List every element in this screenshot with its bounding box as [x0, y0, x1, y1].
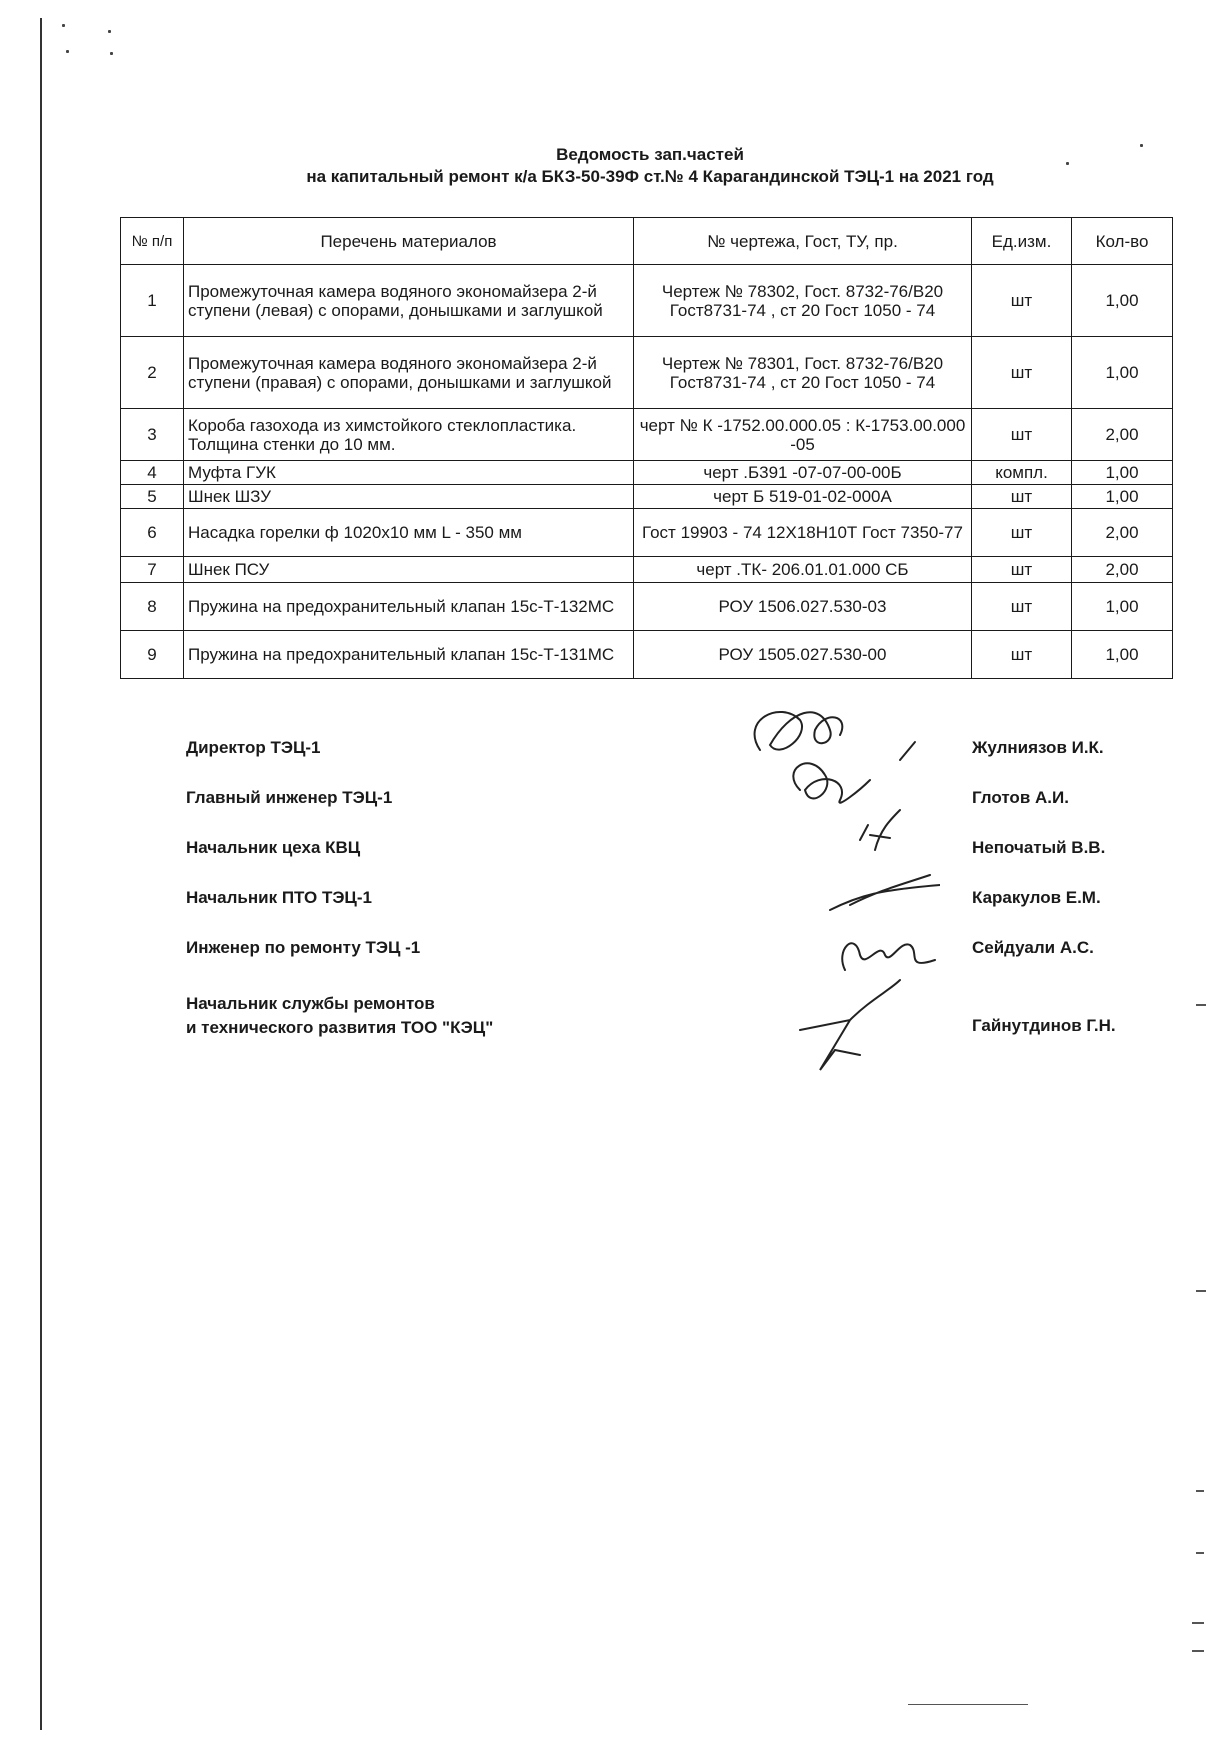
cell-material: Насадка горелки ф 1020х10 мм L - 350 мм	[184, 509, 634, 557]
signature-scribble-3	[860, 810, 900, 850]
cell-qty: 2,00	[1072, 409, 1173, 461]
cell-num: 4	[121, 461, 184, 485]
scan-mark	[1192, 1622, 1204, 1624]
cell-material: Пружина на предохранительный клапан 15с-Т-131МС	[184, 631, 634, 679]
signature-slash	[900, 742, 915, 760]
cell-unit: шт	[972, 509, 1072, 557]
signature-name: Гайнутдинов Г.Н.	[972, 1016, 1116, 1035]
cell-unit: шт	[972, 583, 1072, 631]
header-num: № п/п	[121, 218, 184, 265]
cell-drawing: черт Б 519-01-02-000А	[634, 485, 972, 509]
scan-mark	[1196, 1490, 1204, 1492]
signature-role-line-1: Начальник службы ремонтов	[186, 994, 435, 1013]
cell-num: 8	[121, 583, 184, 631]
scan-mark	[1196, 1004, 1206, 1006]
table-row	[121, 631, 1173, 679]
cell-material: Муфта ГУК	[184, 461, 634, 485]
cell-unit: шт	[972, 337, 1072, 409]
scan-edge-line	[40, 18, 42, 1730]
header-qty: Кол-во	[1072, 218, 1173, 265]
cell-drawing: черт № К -1752.00.000.05 : К-1753.00.000 -05	[634, 409, 972, 461]
signature-scribble-1	[755, 712, 843, 750]
signature-name: Глотов А.И.	[972, 788, 1069, 807]
cell-qty: 1,00	[1072, 631, 1173, 679]
cell-qty: 1,00	[1072, 337, 1173, 409]
cell-qty: 1,00	[1072, 485, 1173, 509]
cell-unit: шт	[972, 631, 1072, 679]
scan-speck	[66, 50, 69, 53]
cell-num: 3	[121, 409, 184, 461]
spare-parts-table	[120, 217, 1173, 679]
title-line-2: на капитальный ремонт к/а БКЗ-50-39Ф ст.№ 4 Карагандинской ТЭЦ-1 на 2021 год	[306, 167, 994, 186]
table-row	[121, 557, 1173, 583]
cell-material: Короба газохода из химстойкого стеклопластика. Толщина стенки до 10 мм.	[184, 409, 634, 461]
cell-material: Промежуточная камера водяного экономайзера 2-й ступени (левая) с опорами, донышками и заглушкой	[184, 265, 634, 337]
scan-speck	[110, 52, 113, 55]
cell-num: 7	[121, 557, 184, 583]
cell-num: 1	[121, 265, 184, 337]
signature-name: Каракулов Е.М.	[972, 888, 1101, 907]
table-row	[121, 485, 1173, 509]
cell-drawing: РОУ 1505.027.530-00	[634, 631, 972, 679]
table-row	[121, 265, 1173, 337]
cell-qty: 1,00	[1072, 583, 1173, 631]
scan-speck	[108, 30, 111, 33]
title-line-1: Ведомость зап.частей	[556, 145, 744, 164]
scan-mark	[1196, 1552, 1204, 1554]
signature-name: Непочатый В.В.	[972, 838, 1106, 857]
cell-material: Промежуточная камера водяного экономайзера 2-й ступени (правая) с опорами, донышками и заглушкой	[184, 337, 634, 409]
scan-speck	[1140, 144, 1143, 147]
cell-unit: компл.	[972, 461, 1072, 485]
cell-drawing: Чертеж № 78301, Гост. 8732-76/В20 Гост8731-74 , ст 20 Гост 1050 - 74	[634, 337, 972, 409]
header-unit: Ед.изм.	[972, 218, 1072, 265]
signature-scribble-5	[842, 943, 935, 970]
cell-material: Шнек ПСУ	[184, 557, 634, 583]
document-title	[180, 144, 1120, 188]
signature-scribble-2	[793, 763, 870, 802]
cell-qty: 1,00	[1072, 265, 1173, 337]
cell-unit: шт	[972, 557, 1072, 583]
scan-mark	[1196, 1290, 1206, 1292]
cell-material: Пружина на предохранительный клапан 15с-Т-132МС	[184, 583, 634, 631]
table-row	[121, 583, 1173, 631]
table-row	[121, 509, 1173, 557]
signature-name: Сейдуали А.С.	[972, 938, 1094, 957]
signature-role: Инженер по ремонту ТЭЦ -1	[186, 938, 421, 957]
cell-qty: 1,00	[1072, 461, 1173, 485]
cell-qty: 2,00	[1072, 509, 1173, 557]
cell-drawing: черт .ТК- 206.01.01.000 СБ	[634, 557, 972, 583]
signature-role: Начальник цеха КВЦ	[186, 838, 361, 857]
cell-unit: шт	[972, 265, 1072, 337]
header-materials: Перечень материалов	[184, 218, 634, 265]
scan-mark	[908, 1704, 1028, 1705]
signature-name: Жулниязов И.К.	[972, 738, 1104, 757]
table-row	[121, 337, 1173, 409]
cell-material: Шнек ШЗУ	[184, 485, 634, 509]
cell-qty: 2,00	[1072, 557, 1173, 583]
cell-drawing: Гост 19903 - 74 12Х18Н10Т Гост 7350-77	[634, 509, 972, 557]
signature-role-line-2: и технического развития ТОО "КЭЦ"	[186, 1018, 494, 1037]
signature-role: Начальник ПТО ТЭЦ-1	[186, 888, 372, 907]
signature-role: Директор ТЭЦ-1	[186, 738, 321, 757]
handwritten-signatures	[740, 690, 940, 1080]
scan-mark	[1192, 1650, 1204, 1652]
header-drawing: № чертежа, Гост, ТУ, пр.	[634, 218, 972, 265]
cell-num: 9	[121, 631, 184, 679]
cell-num: 6	[121, 509, 184, 557]
signature-scribble-6	[800, 980, 900, 1070]
table-row	[121, 461, 1173, 485]
cell-num: 5	[121, 485, 184, 509]
signature-scribble-4	[830, 875, 940, 910]
cell-drawing: Чертеж № 78302, Гост. 8732-76/В20 Гост8731-74 , ст 20 Гост 1050 - 74	[634, 265, 972, 337]
signature-role: Главный инженер ТЭЦ-1	[186, 788, 393, 807]
scan-speck	[62, 24, 65, 27]
cell-drawing: РОУ 1506.027.530-03	[634, 583, 972, 631]
cell-num: 2	[121, 337, 184, 409]
signature-role	[186, 992, 746, 1040]
cell-unit: шт	[972, 409, 1072, 461]
cell-drawing: черт .Б391 -07-07-00-00Б	[634, 461, 972, 485]
table-row	[121, 409, 1173, 461]
table-header-row	[121, 218, 1173, 265]
cell-unit: шт	[972, 485, 1072, 509]
